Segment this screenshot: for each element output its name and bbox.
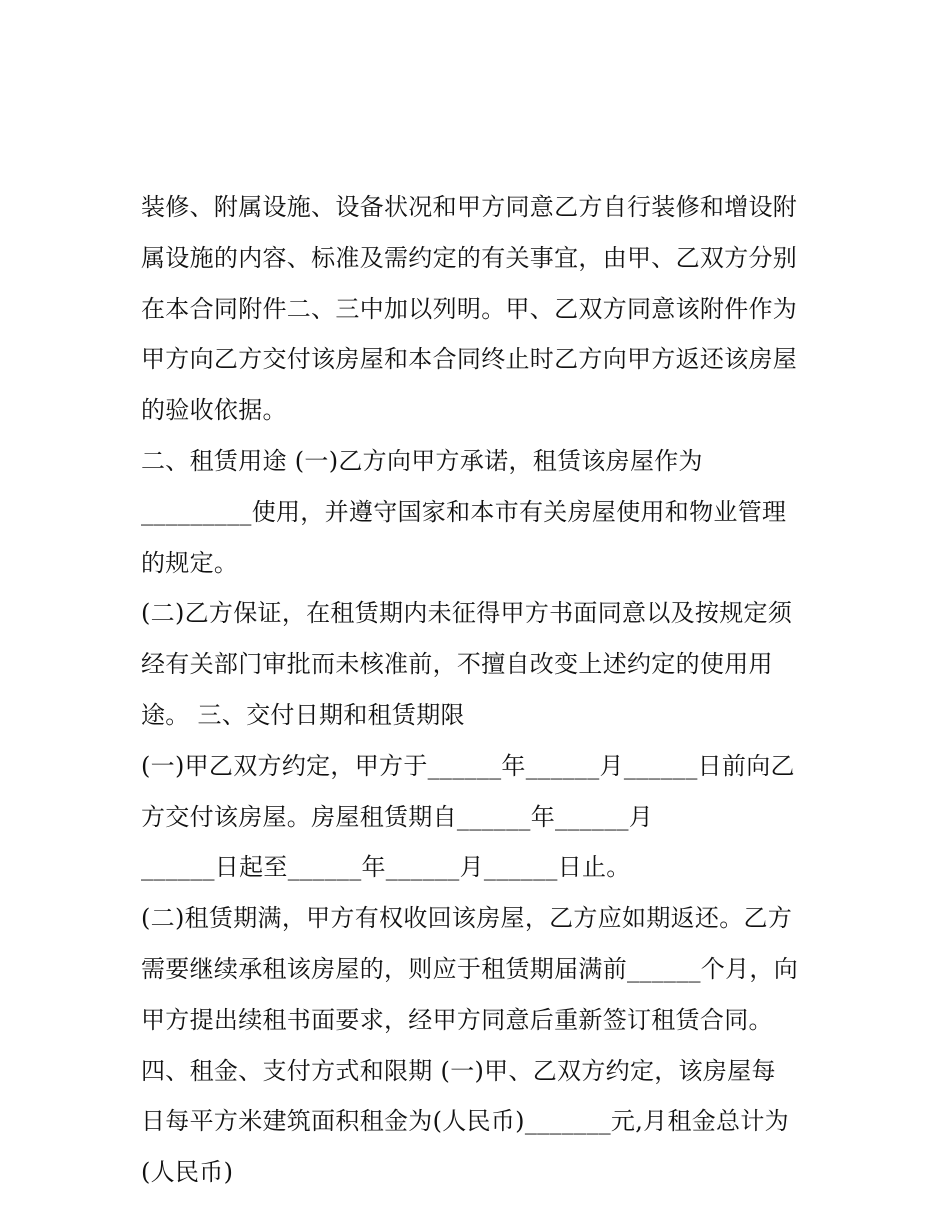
text-line: 甲方提出续租书面要求，经甲方同意后重新签订租赁合同。 <box>141 1005 773 1034</box>
text-line: 方交付该房屋。房屋租赁期自______年______月 <box>141 802 654 831</box>
section-heading-rental-use: 二、租赁用途 (一)乙方向甲方承诺，租赁该房屋作为 <box>141 446 703 475</box>
text-line: (二)租赁期满，甲方有权收回该房屋，乙方应如期返还。乙方 <box>141 904 793 933</box>
text-line: (二)乙方保证，在租赁期内未征得甲方书面同意以及按规定须 <box>141 599 793 628</box>
text-line: 甲方向乙方交付该房屋和本合同终止时乙方向甲方返还该房屋 <box>141 345 798 374</box>
text-line: ______日起至______年______月______日止。 <box>141 853 631 882</box>
section-heading-delivery-term: 途。 三、交付日期和租赁期限 <box>141 700 465 729</box>
document-body <box>141 182 821 1198</box>
section-heading-rent-payment: 四、租金、支付方式和限期 (一)甲、乙双方约定，该房屋每 <box>141 1056 776 1085</box>
text-line: 属设施的内容、标准及需约定的有关事宜，由甲、乙双方分别 <box>141 243 798 272</box>
text-line: 在本合同附件二、三中加以列明。甲、乙双方同意该附件作为 <box>141 294 798 323</box>
text-line: 经有关部门审批而未核准前，不擅自改变上述约定的使用用 <box>141 650 773 679</box>
text-line: 装修、附属设施、设备状况和甲方同意乙方自行装修和增设附 <box>141 193 798 221</box>
text-line: _________使用，并遵守国家和本市有关房屋使用和物业管理 <box>141 497 787 526</box>
text-line: 的验收依据。 <box>141 396 287 425</box>
text-line: 日每平方米建筑面积租金为(人民币)_______元,月租金总计为 <box>141 1107 789 1136</box>
text-line: 的规定。 <box>141 548 239 577</box>
text-line: (人民币) <box>141 1158 234 1187</box>
text-line: (一)甲乙双方约定，甲方于______年______月______日前向乙 <box>141 751 795 780</box>
text-line: 需要继续承租该房屋的，则应于租赁期届满前______个月，向 <box>141 954 798 983</box>
